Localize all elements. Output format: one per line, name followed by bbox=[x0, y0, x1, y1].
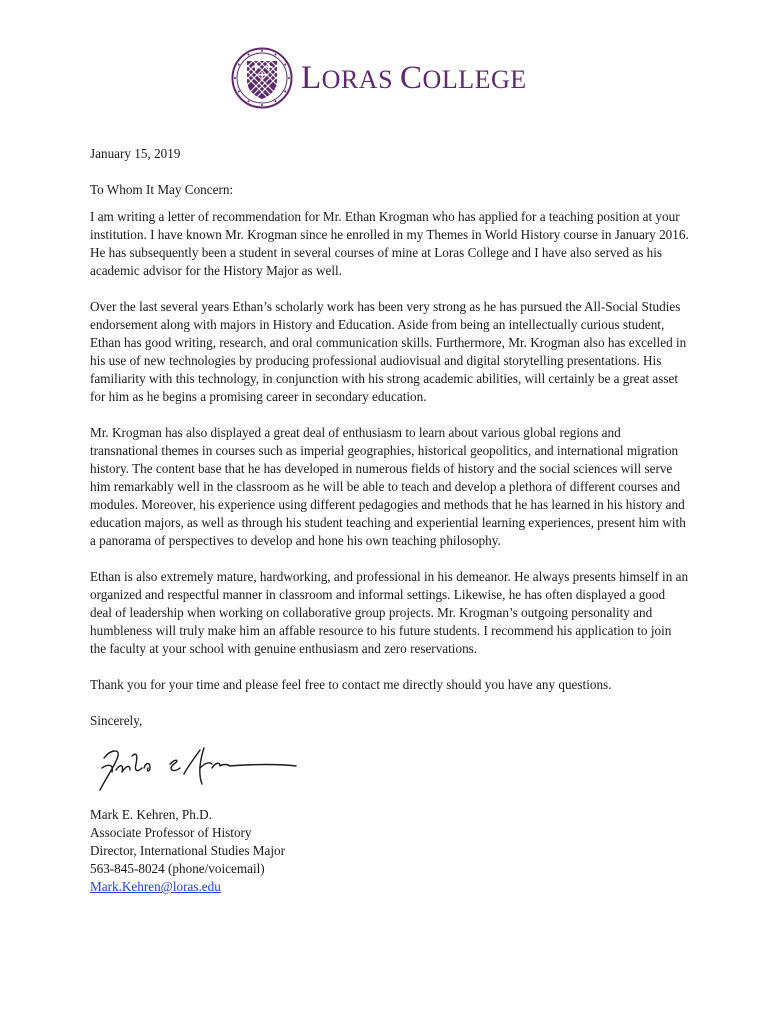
college-name-initial-1: L bbox=[301, 59, 322, 96]
signer-title: Associate Professor of History bbox=[90, 825, 252, 840]
letter-date: January 15, 2019 bbox=[90, 146, 181, 161]
handwritten-signature bbox=[92, 734, 312, 796]
signer-role: Director, International Studies Major bbox=[90, 843, 286, 858]
signer-email-link[interactable]: Mark.Kehren@loras.edu bbox=[90, 879, 221, 894]
salutation: To Whom It May Concern: bbox=[90, 182, 234, 197]
paragraph-5: Thank you for your time and please feel free to contact me directly should you have any questions. bbox=[90, 677, 612, 692]
college-name bbox=[301, 59, 527, 96]
letter-body bbox=[90, 145, 690, 896]
closing: Sincerely, bbox=[90, 713, 143, 728]
paragraph-3: Mr. Krogman has also displayed a great deal of enthusiasm to learn about various global regions and transnational themes in courses such as imperial geographies, historical geopolitics, and international migration history. The content base that he has developed in numerous fields of history and the social sciences will serve him remarkably well in the classroom as he will be able to teach and develop a plethora of different courses and modules. Moreover, his experience using different pedagogies and methods that he has learned in his history and education majors, as well as through his student teaching and experiential learning experiences, present him with a panorama of perspectives to develop and hone his own teaching philosophy. bbox=[90, 425, 686, 548]
college-seal-logo bbox=[231, 47, 293, 109]
signature-block bbox=[90, 806, 690, 896]
college-name-part-2: OLLEGE bbox=[422, 64, 527, 94]
signer-name: Mark E. Kehren, Ph.D. bbox=[90, 807, 212, 822]
letterhead bbox=[231, 46, 527, 110]
college-name-initial-2: C bbox=[400, 59, 423, 96]
paragraph-4: Ethan is also extremely mature, hardworking, and professional in his demeanor. He always presents himself in an organized and respectful manner in classroom and informal settings. Likewise, he has often displayed a good deal of leadership when working on collaborative group projects. Mr. Krogman’s outgoing personality and humbleness will truly make him an affable resource to his future students. I recommend his application to join the faculty at your school with genuine enthusiasm and zero reservations. bbox=[90, 569, 689, 656]
paragraph-1: I am writing a letter of recommendation for Mr. Ethan Krogman who has applied for a teaching position at your institution. I have known Mr. Krogman since he enrolled in my Themes in World History course in January 2016. He has subsequently been a student in several courses of mine at Loras College and I have also served as his academic advisor for the History Major as well. bbox=[90, 209, 689, 278]
signer-phone: 563-845-8024 (phone/voicemail) bbox=[90, 861, 265, 876]
college-name-part-1: ORAS bbox=[321, 64, 401, 94]
paragraph-2: Over the last several years Ethan’s scholarly work has been very strong as he has pursued the All-Social Studies endorsement along with majors in History and Education. Aside from being an intellectually curious student, Ethan has good writing, research, and oral communication skills. Furthermore, Mr. Krogman also has excelled in his use of new technologies by producing professional audiovisual and digital storytelling presentations. His familiarity with this technology, in conjunction with his strong academic abilities, will certainly be a great asset for him as he begins a promising career in secondary education. bbox=[90, 299, 687, 404]
